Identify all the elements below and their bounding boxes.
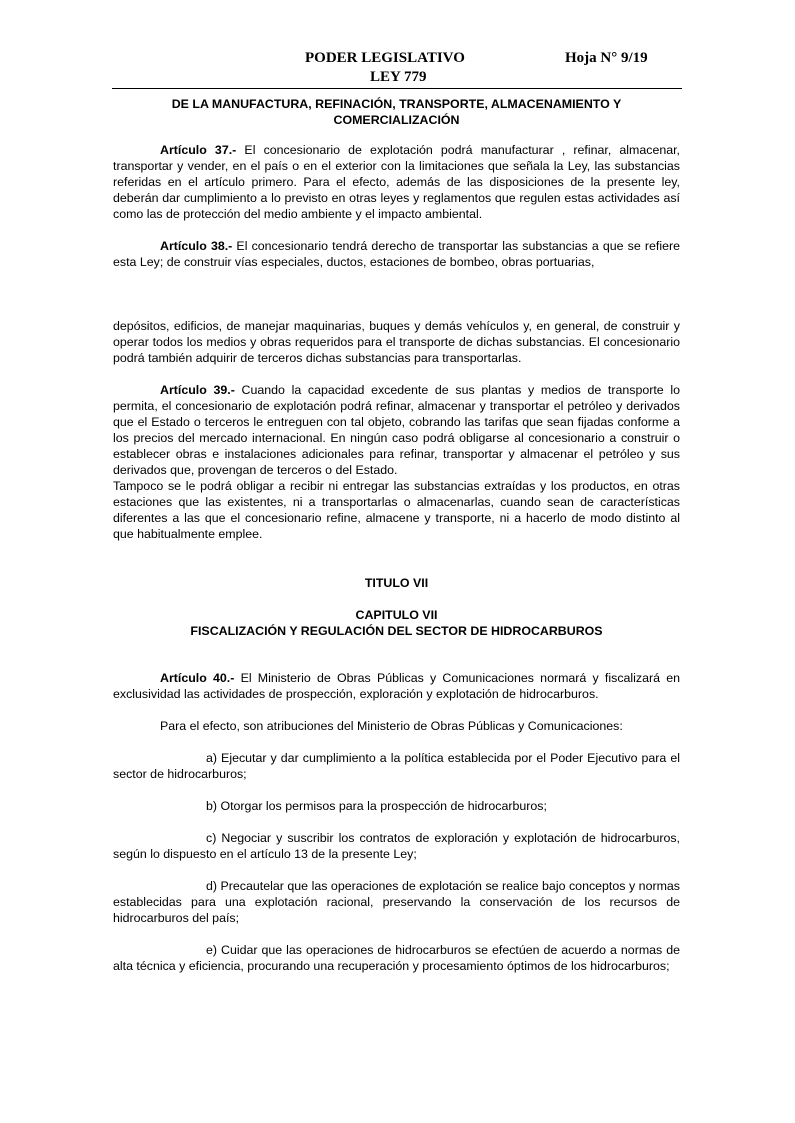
article-40-item-b: b) Otorgar los permisos para la prospección de hidrocarburos; bbox=[206, 799, 547, 813]
header-law-number: LEY 779 bbox=[370, 69, 427, 85]
article-37-text: El concesionario de explotación podrá manufacturar , refinar, almacenar, transportar y vender, en el país o en el exterior con la limitaciones que señala la Ley, las substancias referidas en el artículo primero. Para el efecto, además de las disposiciones de la presente ley, deberán dar cumplimiento a lo previsto en otras leyes y reglamentos que regulen estas actividades así como las de protección del medio ambiente y el impacto ambiental. bbox=[113, 143, 681, 221]
article-40 bbox=[113, 670, 680, 702]
article-39 bbox=[113, 382, 680, 478]
capitulo-line2: FISCALIZACIÓN Y REGULACIÓN DEL SECTOR DE HIDROCARBUROS bbox=[190, 624, 603, 638]
article-37-label: Artículo 37.- bbox=[160, 143, 237, 157]
article-39-text: Cuando la capacidad excedente de sus plantas y medios de transporte lo permita, el concesionario de explotación podrá refinar, almacenar y transportar el petróleo y derivados que el Estado o terceros le entreguen con tal objeto, cobrando las tarifas que sean fijadas conforme a los precios del mercado internacional. En ningún caso podrá obligarse al concesionario a construir o establecer obras e instalaciones adicionales para refinar, transportar y almacenar el petróleo y sus derivados que, provengan de terceros o del Estado. bbox=[113, 383, 680, 477]
article-40-label: Artículo 40.- bbox=[160, 671, 235, 685]
capitulo-heading bbox=[113, 607, 680, 639]
article-37 bbox=[113, 142, 680, 222]
article-38-continuation: depósitos, edificios, de manejar maquinarias, buques y demás vehículos y, en general, de construir y operar todos los medios y obras requeridos para el transporte de dichas substancias. El concesionario podrá también adquirir de terceros dichas substancias para transportarlas. bbox=[113, 319, 680, 365]
article-40-text: El Ministerio de Obras Públicas y Comunicaciones normará y fiscalizará en exclusividad las actividades de prospección, exploración y explotación de hidrocarburos. bbox=[113, 671, 680, 701]
header-title: PODER LEGISLATIVO bbox=[305, 50, 465, 66]
article-39-label: Artículo 39.- bbox=[160, 383, 235, 397]
article-40-item-a: a) Ejecutar y dar cumplimiento a la política establecida por el Poder Ejecutivo para el sector de hidrocarburos; bbox=[113, 751, 680, 781]
article-38-text: El concesionario tendrá derecho de transportar las substancias a que se refiere esta Ley; de construir vías especiales, ductos, estaciones de bombeo, obras portuarias, bbox=[113, 239, 680, 269]
article-40-item-c: c) Negociar y suscribir los contratos de exploración y explotación de hidrocarburos, según lo dispuesto en el artículo 13 de la presente Ley; bbox=[113, 831, 680, 861]
capitulo-line1: CAPITULO VII bbox=[355, 608, 438, 622]
article-38-label: Artículo 38.- bbox=[160, 239, 233, 253]
article-40-intro: Para el efecto, son atribuciones del Ministerio de Obras Públicas y Comunicaciones: bbox=[160, 719, 623, 733]
article-38 bbox=[113, 238, 680, 270]
article-40-item-d: d) Precautelar que las operaciones de explotación se realice bajo conceptos y normas establecidas para una explotación racional, preservando la conservación de los recursos de hidrocarburos del país; bbox=[113, 879, 680, 925]
section-heading-line1: DE LA MANUFACTURA, REFINACIÓN, TRANSPORTE, ALMACENAMIENTO Y bbox=[171, 97, 622, 111]
section-heading bbox=[113, 96, 680, 128]
section-heading-line2: COMERCIALIZACIÓN bbox=[333, 113, 460, 127]
header-rule bbox=[112, 88, 682, 89]
header-sheet-number: Hoja N° 9/19 bbox=[565, 50, 648, 66]
titulo-heading: TITULO VII bbox=[364, 576, 429, 590]
article-40-item-e: e) Cuidar que las operaciones de hidrocarburos se efectúen de acuerdo a normas de alta técnica y eficiencia, procurando una recuperación y procesamiento óptimos de los hidrocarburos; bbox=[113, 943, 680, 973]
article-39-paragraph-2: Tampoco se le podrá obligar a recibir ni entregar las substancias extraídas y los productos, en otras estaciones que las existentes, ni a transportarlas o almacenarlas, cuando sean de características diferentes a las que el concesionario refine, almacene y transporte, ni a hacerlo de modo distinto al que habitualmente emplee. bbox=[113, 479, 680, 541]
